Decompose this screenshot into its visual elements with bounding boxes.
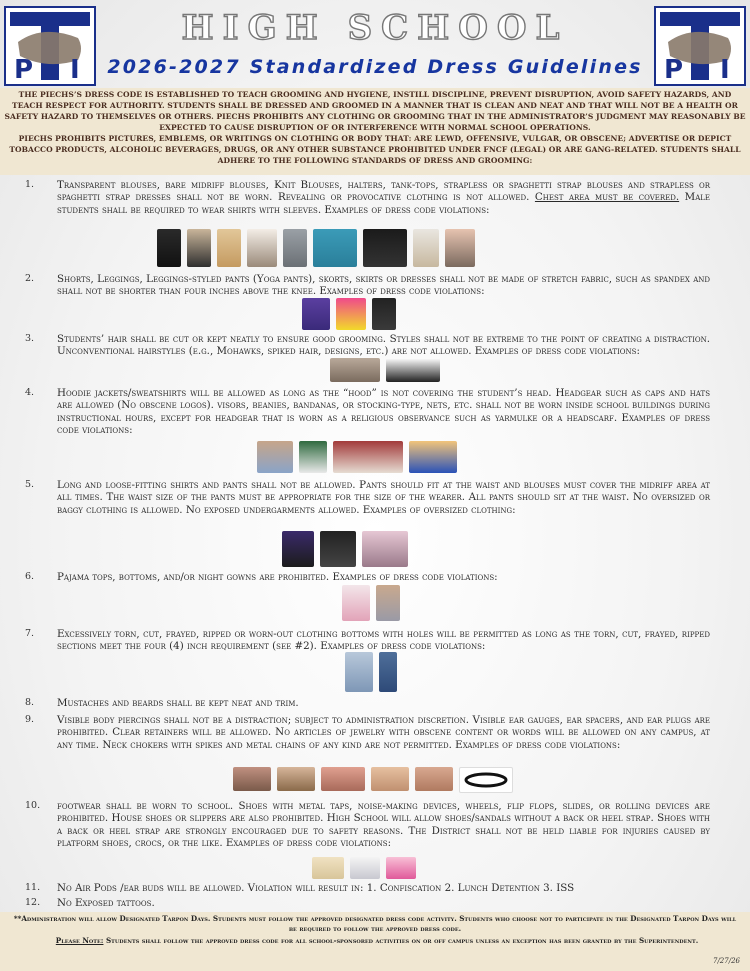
violation-images-4	[257, 441, 457, 473]
svg-text:P: P	[664, 55, 684, 85]
rule-text: Shorts, Leggings, Leggings-styled pants (Yoga pants), skorts, skirts or dresses shall not be made of stretch fabric, such as spandex and shall not be shorter than four inches above the knee. Examples of dress code violations:	[57, 273, 710, 298]
rule-number: 4.	[25, 387, 35, 398]
example-photo	[386, 857, 416, 879]
rule-text: Mustaches and beards shall be kept neat and trim.	[57, 697, 299, 709]
example-photo	[415, 767, 453, 791]
svg-text:I: I	[720, 55, 730, 85]
rule-number: 12.	[25, 897, 41, 908]
guidelines-title: 2026-2027 Standardized Dress Guidelines	[107, 56, 643, 78]
intro-paragraph-2: PIECHS PROHIBITS PICTURES, EMBLEMS, OR WRITINGS ON CLOTHING OR BODY THAT: ARE LEWD, OFFENSIVE, VULGAR, OR OBSCENE; ADVERTISE OR DEPICT TOBACCO PRODUCTS, ALCOHOLIC BEVERAGES, DRUGS, OR ANY OTHER SUBSTANCE PROHIBITED UNDER FNCF (LEGAL) OR ARE GANG-RELATED. STUDENTS SHALL ADHERE TO THE FOLLOWING STANDARDS OF DRESS AND GROOMING:	[9, 134, 741, 165]
example-photo	[282, 531, 314, 567]
rule-number: 2.	[25, 273, 35, 284]
rule-text: Hoodie jackets/sweatshirts will be allowed as long as the “hood” is not covering the student’s head. Headgear such as caps and hats are allowed (No obscene logos). visors, beanies, bandanas, or stocking-type, nets, etc. shall not be worn inside school buildings during instructional hours, except for headgear that is worn as a religious observance such as yarmulke or a headscarf. Examples of dress code violations:	[57, 387, 710, 436]
example-photo	[336, 298, 366, 330]
rule-number: 9.	[25, 714, 35, 725]
please-note: Please Note: Students shall follow the approved dress code for all school-sponsored activities on or off campus unless an exception has been granted by the Superintendent.	[55, 936, 699, 945]
example-photo	[445, 229, 475, 267]
example-photo	[217, 229, 241, 267]
svg-text:I: I	[70, 55, 80, 85]
example-photo	[277, 767, 315, 791]
example-photo	[312, 857, 344, 879]
example-photo	[376, 585, 400, 621]
revision-date: 7/27/26	[713, 957, 740, 965]
example-photo	[257, 441, 293, 473]
example-photo	[371, 767, 409, 791]
example-photo	[363, 229, 407, 267]
violation-images-1	[157, 229, 475, 267]
please-note-label: Please Note:	[55, 936, 104, 945]
rule-text: No Air Pods /ear buds will be allowed. Violation will result in: 1. Confiscation 2. Lunch Detention 3. ISS	[57, 882, 575, 894]
rule-text: Excessively torn, cut, frayed, ripped or worn-out clothing bottoms with holes will be permitted as long as the torn, cut, frayed, ripped sections meet the four (4) inch requirement (see #2). Examples of dress code violations:	[57, 628, 710, 653]
example-photo	[283, 229, 307, 267]
example-photo	[157, 229, 181, 267]
rule-number: 3.	[25, 333, 35, 344]
rule-text: Long and loose-fitting shirts and pants shall not be allowed. Pants should fit at the waist and blouses must cover the midriff area at all times. The waist size of the pants must be appropriate for the size of the wearer. All pants should sit at the waist. No oversized or baggy clothing is allowed. No exposed undergarments allowed. Examples of oversized clothing:	[57, 479, 710, 516]
example-photo	[345, 652, 373, 692]
violation-images-6	[342, 585, 400, 621]
rule-number: 7.	[25, 628, 35, 639]
rule-text: Visible body piercings shall not be a distraction; subject to administration discretion. Visible ear gauges, ear spacers, and ear plugs are prohibited. Clear retainers will be allowed. No articles of jewelry with obscene content or words will be allowed on any campus, at any time. Neck chokers with spikes and metal chains of any kind are not permitted. Examples of dress code violations:	[57, 714, 710, 751]
example-photo	[386, 358, 440, 382]
rule-text: footwear shall be worn to school. Shoes with metal taps, noise-making devices, wheels, flip flops, slides, or rolling devices are prohibited. House shoes or slippers are also prohibited. High School will allow shoes/sandals without a back or heel strap. Shoes with a back or heel strap are strongly encouraged due to safety reasons. The District shall not be held liable for injuries caused by platform shoes, crocs, or the like. Examples of dress code violations:	[57, 800, 710, 849]
example-photo	[321, 767, 365, 791]
violation-images-9	[233, 767, 513, 793]
violation-images-3	[330, 358, 440, 382]
example-photo	[333, 441, 403, 473]
rule-number: 11.	[25, 882, 41, 893]
example-photo	[233, 767, 271, 791]
violation-images-7	[345, 652, 397, 692]
example-photo	[302, 298, 330, 330]
intro-paragraph-1: THE PIECHS’S DRESS CODE IS ESTABLISHED TO TEACH GROOMING AND HYGIENE, INSTILL DISCIPLINE, PREVENT DISRUPTION, AVOID SAFETY HAZARDS, AND TEACH RESPECT FOR AUTHORITY. STUDENTS SHALL BE DRESSED AND GROOMED IN A MANNER THAT IS CLEAN AND NEAT AND THAT WILL NOT BE A HEALTH OR SAFETY HAZARD TO THEMSELVES OR OTHERS. PIECHS PROHIBITS ANY CLOTHING OR GROOMING THAT IN THE ADMINISTRATOR’S JUDGMENT MAY REASONABLY BE EXPECTED TO CAUSE DISRUPTION OF OR INTERFERENCE WITH NORMAL SCHOOL OPERATIONS.	[4, 90, 746, 132]
rule-number: 10.	[25, 800, 41, 811]
example-photo	[350, 857, 380, 879]
rule-text: Transparent blouses, bare midriff blouses, Knit Blouses, halters, tank-tops, strapless or spaghetti strap blouses and strapless or spaghetti strap dresses shall not be worn. Revealing or provocative clothing is not allowed. Chest area must be covered. Male students shall be required to wear shirts with sleeves. Examples of dress code violations:	[57, 179, 711, 216]
rule-text: Pajama tops, bottoms, and/or night gowns are prohibited. Examples of dress code violations:	[57, 571, 498, 583]
example-photo	[320, 531, 356, 567]
violation-images-5	[282, 531, 408, 567]
tarpon-days-note: **Administration will allow Designated Tarpon Days. Students must follow the approved designated dress code activity. Students who choose not to participate in the Designated Tarpon Days will be required to follow the approved dress code.	[13, 914, 737, 933]
rule-number: 1.	[25, 179, 35, 190]
intro-block	[0, 88, 750, 175]
school-title: HIGH SCHOOL	[181, 8, 569, 48]
example-photo	[330, 358, 380, 382]
rule-number: 5.	[25, 479, 35, 490]
example-photo	[247, 229, 277, 267]
example-photo	[413, 229, 439, 267]
violation-images-2	[302, 298, 396, 330]
example-photo	[299, 441, 327, 473]
example-photo	[372, 298, 396, 330]
example-photo	[362, 531, 408, 567]
violation-images-10	[312, 857, 416, 879]
example-photo	[379, 652, 397, 692]
svg-text:P: P	[14, 55, 34, 85]
rule-text: No Exposed tattoos.	[57, 897, 155, 909]
example-photo	[187, 229, 211, 267]
example-photo	[342, 585, 370, 621]
example-photo	[313, 229, 357, 267]
rule-number: 6.	[25, 571, 35, 582]
rule-number: 8.	[25, 697, 35, 708]
example-photo	[409, 441, 457, 473]
rule-text: Students’ hair shall be cut or kept neatly to ensure good grooming. Styles shall not be extreme to the point of creating a distraction. Unconventional hairstyles (e.g., Mohawks, spiked hair, designs, etc.) are not allowed. Examples of dress code violations:	[57, 333, 710, 358]
example-photo	[459, 767, 513, 793]
